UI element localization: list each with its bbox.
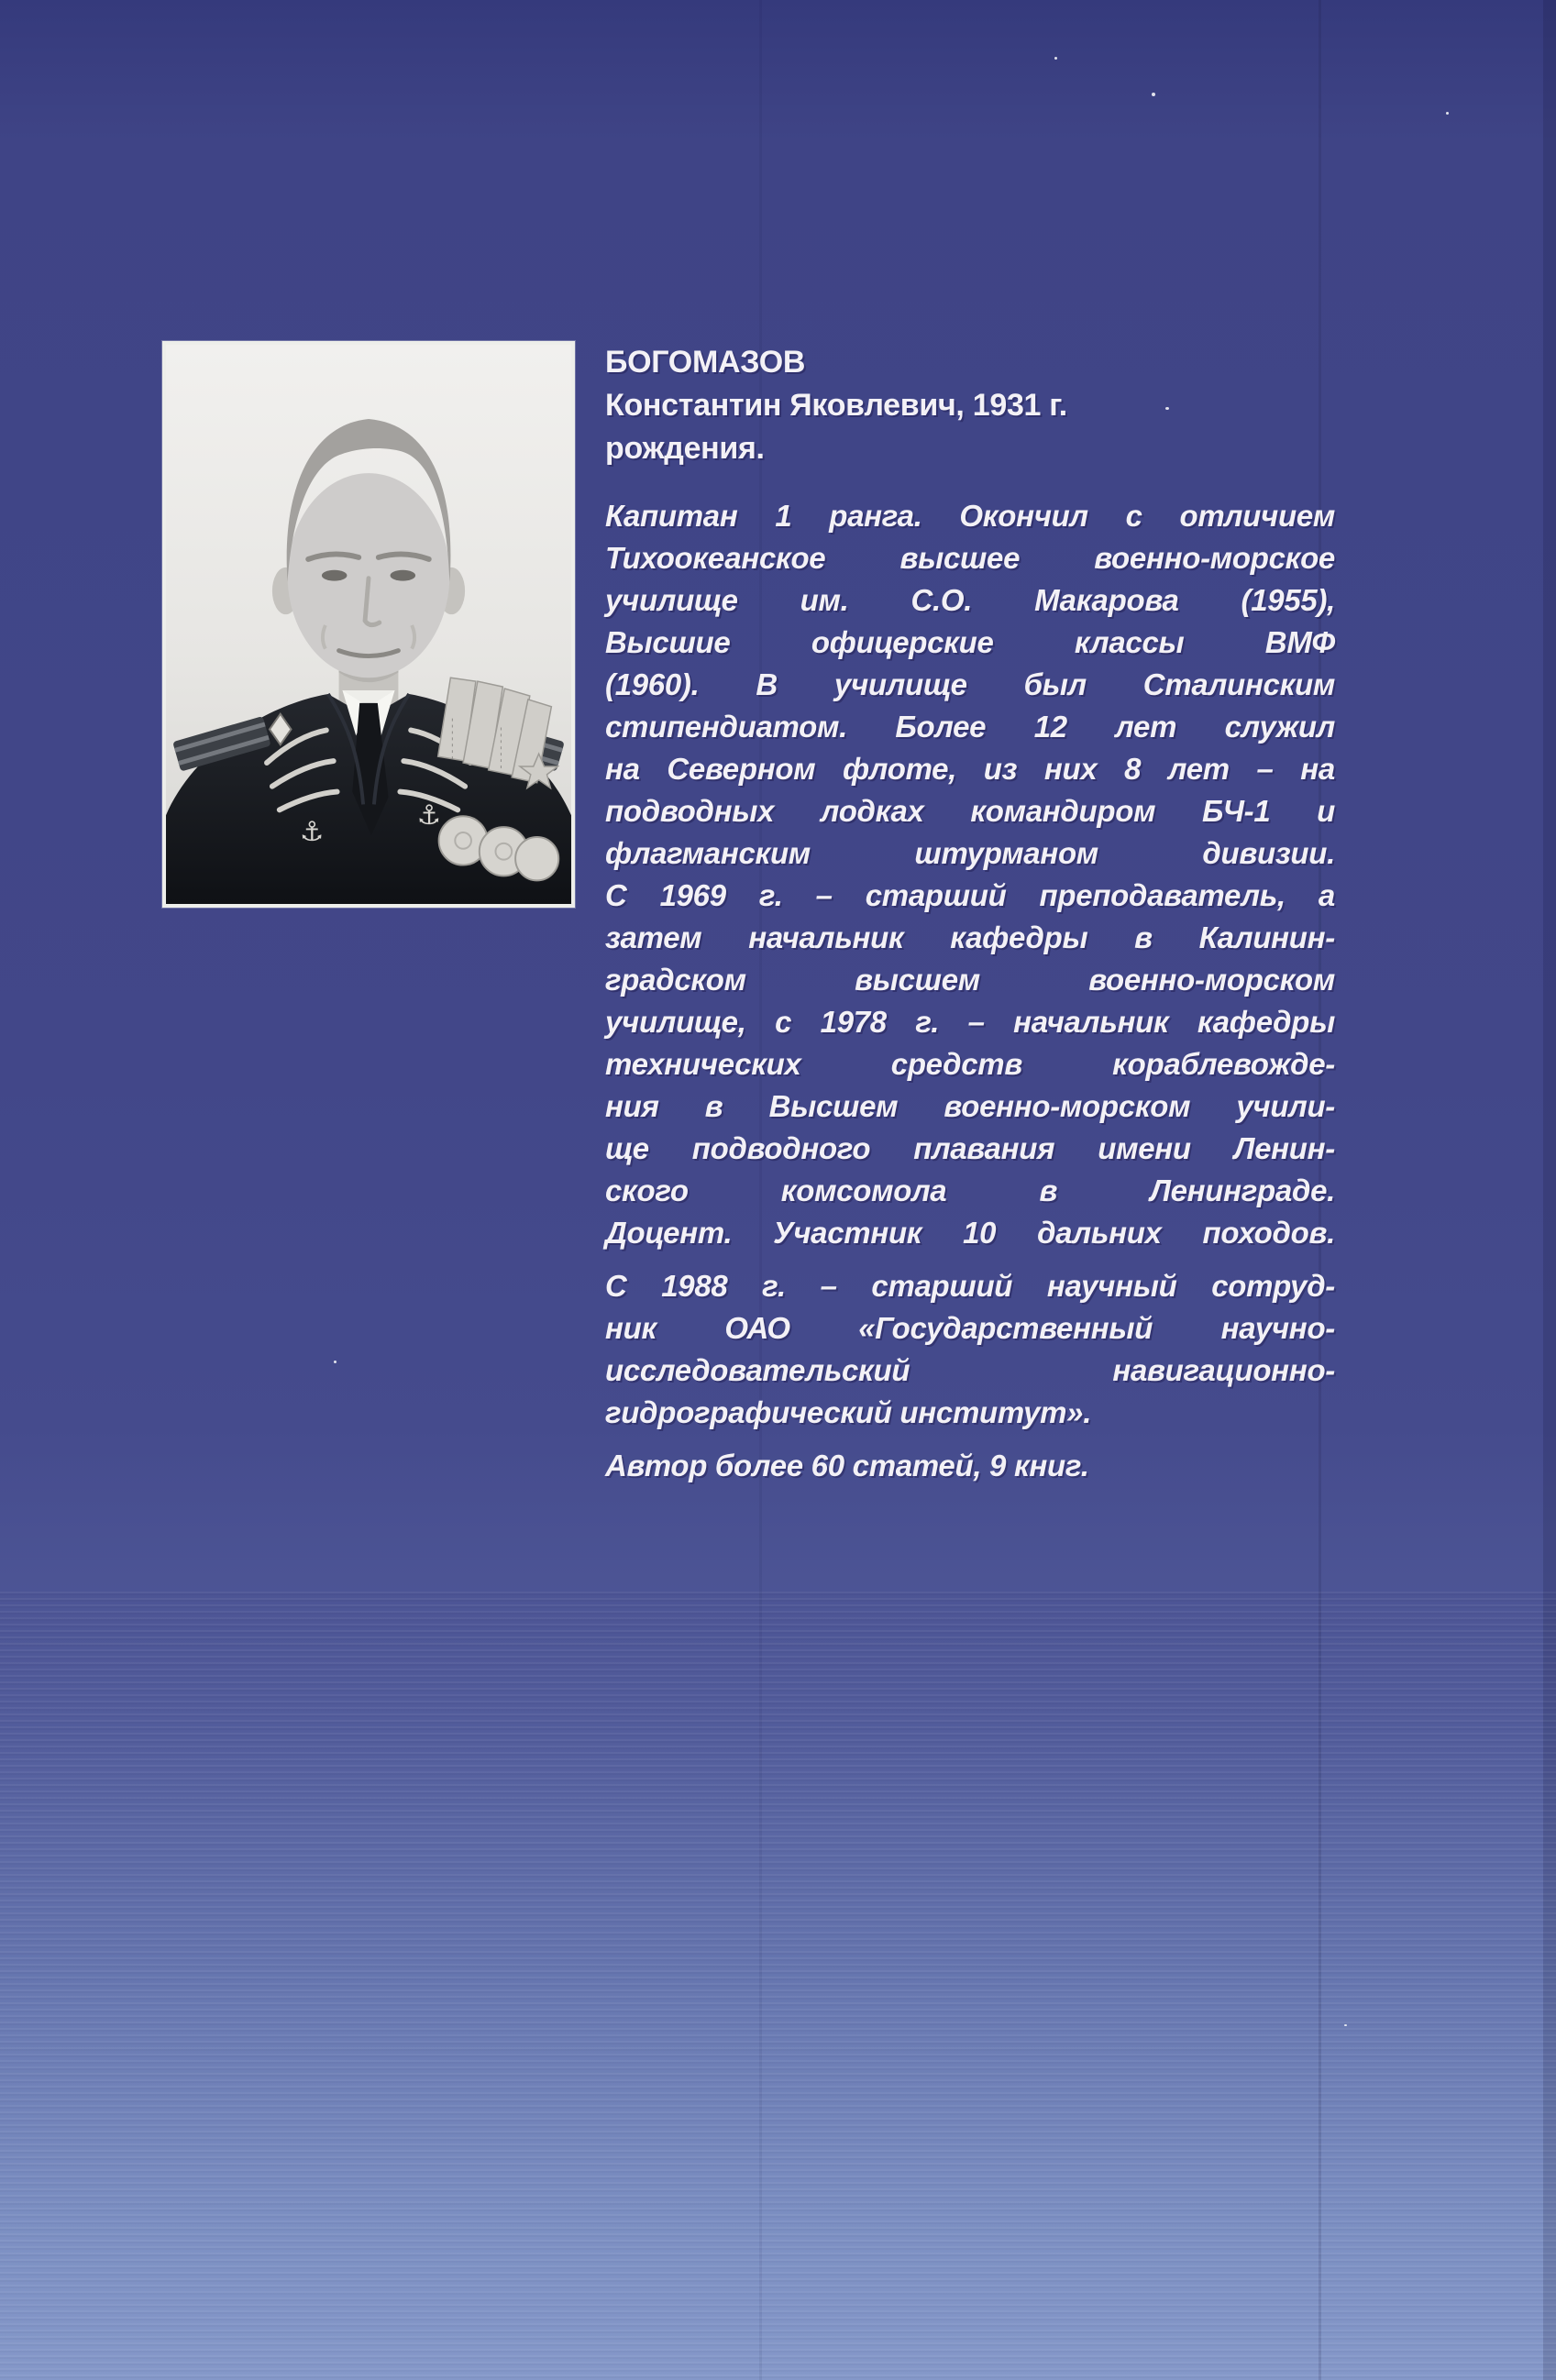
bio-line: Тихоокеанское высшее военно-морское — [605, 541, 1335, 575]
scan-speck — [334, 1361, 337, 1363]
bio-line: ще подводного плавания имени Ленин- — [605, 1131, 1335, 1165]
name-patronymic-birth-year: Константин Яковлевич, 1931 г. — [605, 388, 1067, 423]
anchor-icon: ⚓ — [416, 799, 442, 832]
scan-speck — [1054, 57, 1057, 60]
bio-line: флагманским штурманом дивизии. — [605, 836, 1335, 870]
scan-speck — [1344, 2024, 1347, 2026]
bio-line: Капитан 1 ранга. Окончил с отличием — [605, 499, 1335, 533]
surname: БОГОМАЗОВ — [605, 345, 806, 380]
bio-line: Высшие офицерские классы ВМФ — [605, 625, 1335, 659]
bottom-texture — [0, 1592, 1556, 2380]
officer-portrait-image — [166, 345, 571, 904]
scan-speck — [1446, 112, 1449, 115]
bio-line: Доцент. Участник 10 дальних походов. — [605, 1216, 1335, 1250]
bio-line: затем начальник кафедры в Калинин- — [605, 920, 1335, 954]
bio-line: гидрографический институт». — [605, 1395, 1092, 1429]
bio-line: ния в Высшем военно-морском учили- — [605, 1089, 1335, 1123]
bio-line: училище им. С.О. Макарова (1955), — [605, 583, 1335, 617]
bio-text-column — [605, 341, 1335, 1487]
bio-body — [605, 495, 1335, 1487]
bio-line: ник ОАО «Государственный научно- — [605, 1311, 1335, 1345]
bio-line: С 1988 г. – старший научный сотруд- — [605, 1269, 1335, 1303]
bio-line: исследовательский навигационно- — [605, 1353, 1335, 1387]
bio-line: С 1969 г. – старший преподаватель, а — [605, 878, 1335, 912]
bio-line: стипендиатом. Более 12 лет служил — [605, 710, 1335, 744]
cover-edge-shadow — [1543, 0, 1556, 2380]
bio-header — [605, 341, 1335, 470]
portrait-photo — [162, 341, 575, 908]
scan-speck — [1152, 93, 1155, 96]
bio-line: Автор более 60 статей, 9 книг. — [605, 1449, 1089, 1482]
anchor-icon: ⚓ — [299, 815, 325, 847]
bio-line: ского комсомола в Ленинграде. — [605, 1173, 1335, 1207]
bio-line: градском высшем военно-морском — [605, 963, 1335, 997]
bio-line: (1960). В училище был Сталинским — [605, 667, 1335, 701]
bio-line: подводных лодках командиром БЧ-1 и — [605, 794, 1335, 828]
birth-word: рождения. — [605, 431, 765, 466]
bio-line: училище, с 1978 г. – начальник кафедры — [605, 1005, 1335, 1039]
bio-line: на Северном флоте, из них 8 лет – на — [605, 752, 1335, 786]
bio-line: технических средств кораблевожде- — [605, 1047, 1335, 1081]
